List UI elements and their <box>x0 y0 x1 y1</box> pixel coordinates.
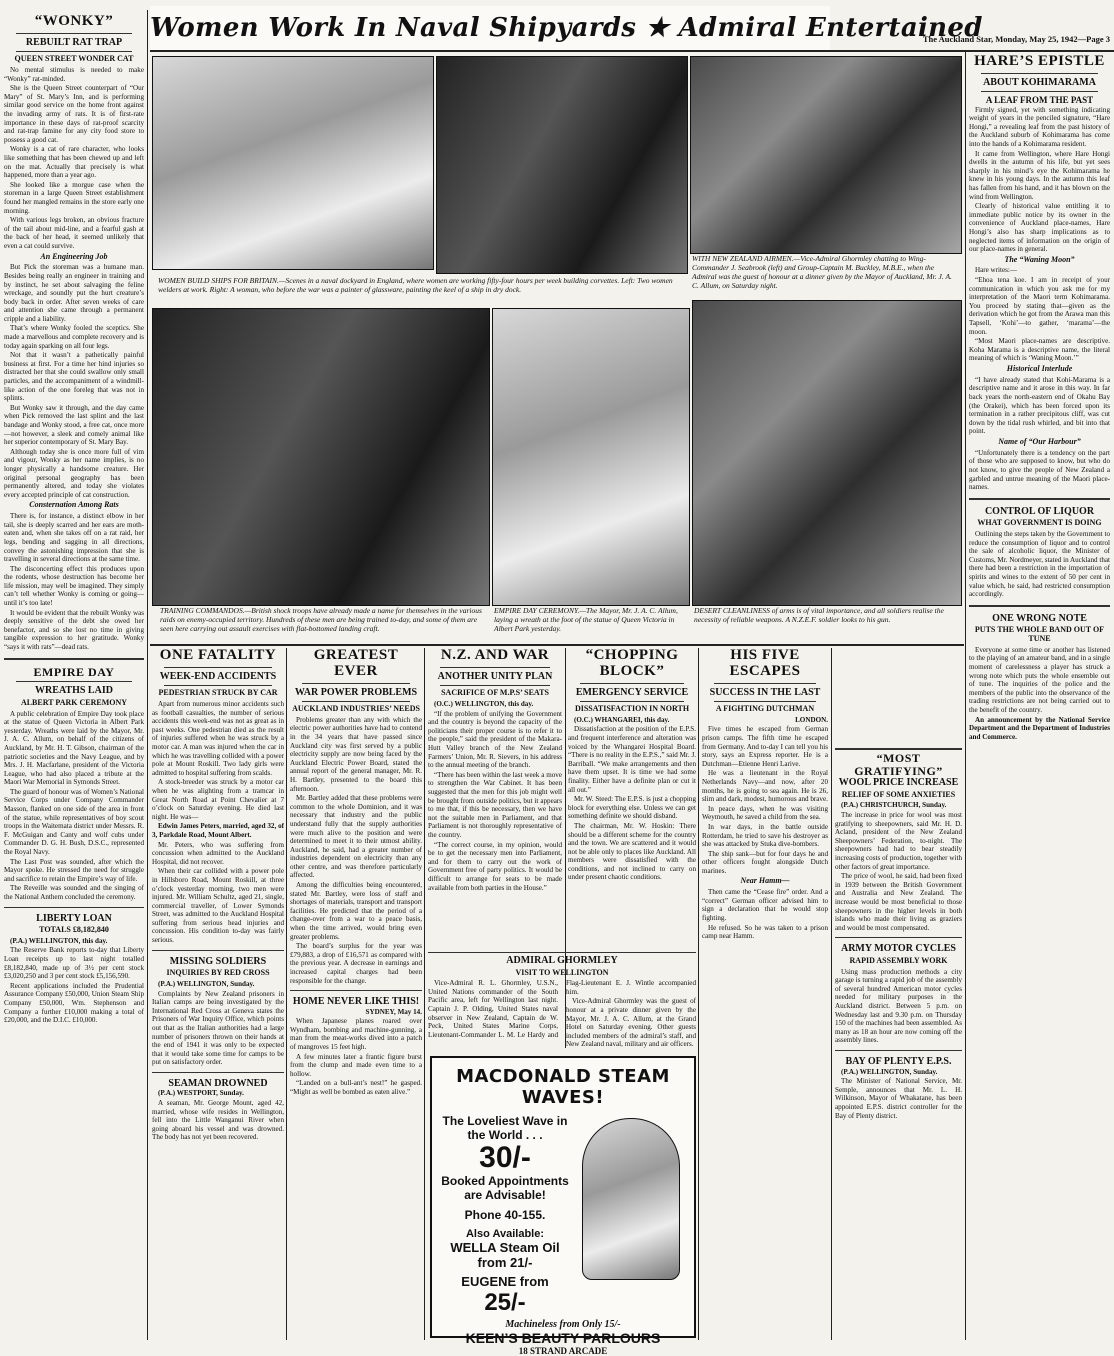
hare-title: HARE’S EPISTLE <box>974 53 1105 69</box>
greatest-kicker: AUCKLAND INDUSTRIES’ NEEDS <box>292 704 420 713</box>
divider <box>150 50 1114 52</box>
paragraph: It would be evident that the rebuilt Wonky was deeply sensitive of the debt she owed her benefactor, and so she lost no time in giving tangible expression to her gratitude. Wonky “says it with rats”—dead rats. <box>4 608 144 652</box>
paragraph: A seaman, Mr. George Mount, aged 42, married, whose wife resides in Wellington, fell into the Little Wanganui River when going aboard his vessel and was drowned. The body has not yet been recovered. <box>152 1099 284 1142</box>
paragraph: The increase in price for wool was most gratifying to sheepowners, said Mr. H. D. Acland, president of the New Zealand Sheepowners’ Federation, to-night. The sheepowners had had to bear steadily increasing costs of production, together with other factors of great importance. <box>835 811 962 871</box>
paragraph: “Unfortunately there is a tendency on the part of those who are supposed to know, but who do not know, to give the people of New Zealand a garbled and untrue meaning of the Maori place-names. <box>969 448 1110 492</box>
dateline: (P.A.) CHRISTCHURCH, Sunday. <box>841 801 947 810</box>
dateline: (P.A.) WELLINGTON, this day. <box>10 936 108 945</box>
divider <box>698 648 699 1340</box>
missing-subtitle: INQUIRIES BY RED CROSS <box>166 968 270 978</box>
paragraph: When Japanese planes roared over Wyndham, bombing and machine-gunning, a man from the meat-works dived into a patch of mangroves 15 feet high. <box>290 1017 422 1052</box>
ad-line1: The Loveliest Wave in the World . . . <box>442 1114 568 1142</box>
wrong-note-title: ONE WRONG NOTE <box>992 612 1087 624</box>
plenty-title: BAY OF PLENTY E.P.S. <box>845 1056 952 1068</box>
ghormley-title: ADMIRAL GHORMLEY <box>506 955 618 966</box>
caption-empire-ceremony: EMPIRE DAY CEREMONY.—The Mayor, Mr. J. A. C. Allum, laying a wreath at the foot of the statue of Queen Victoria in Albert Park yesterday. <box>494 606 678 633</box>
paragraph: The Minister of National Service, Mr. Semple, announces that Mr. L. H. Wilkinson, Mayor of Whakatane, has been appointed E.P.S. district controller for the Bay of Plenty district. <box>835 1077 962 1120</box>
fatality-title: ONE FATALITY <box>159 647 277 663</box>
liquor-subtitle: WHAT GOVERNMENT IS DOING <box>977 518 1102 528</box>
paragraph: Vice-Admiral Ghormley was the guest of honour at a private dinner given by the Mayor, Mr. J. A. C. Allum, at the Grand Hotel on Saturday evening. Other guests included members of the admiral’s staff, and New Zealand naval, military and air officers. <box>566 997 696 1049</box>
ghormley-body <box>428 979 696 1049</box>
wool-title: “MOST GRATIFYING” <box>854 751 943 778</box>
nzwar-subtitle: ANOTHER UNITY PLAN <box>437 670 553 682</box>
divider <box>286 648 287 1340</box>
ghormley-subtitle: VISIT TO WELLINGTON <box>515 967 609 977</box>
banner-text: Women Work In Naval Shipyards ★ Admiral Entertained <box>150 13 983 43</box>
paragraph: Firmly signed, yet with something indicating weight of years in the penciled signature, “Hare Hongi,” a revealing leaf from the past history of the Auckland suburb of Kohimarama has come into the hands of a Kohimarama resident. <box>969 105 1110 148</box>
greatest-title: GREATEST EVER <box>313 647 399 679</box>
dateline: (P.A.) WELLINGTON, Sunday. <box>158 979 255 988</box>
ad-title: MACDONALD STEAM WAVES! <box>456 1066 670 1108</box>
hare-body <box>969 106 1110 492</box>
photo-woman-painting-keel <box>436 56 688 274</box>
seaman-title: SEAMAN DROWNED <box>168 1077 268 1089</box>
ad-steam-waves <box>430 1056 696 1356</box>
escapes-subhead: Near Hamm— <box>740 876 790 886</box>
wonky-title: “WONKY” <box>34 13 114 29</box>
paragraph: Vice-Admiral R. L. Ghormley, U.S.N., United Nations commander of the South Pacific area, left for Wellington last night. Captain J. P. Olding, United States naval observer in New Zealand, Captain de W. Peck, United States Marine Corps, Lieutenant-Commander L. M. Le Hardy and Flag-Lieutenant E. J. Wintle accompanied him. <box>428 979 696 1039</box>
wrong-note-subtitle: PUTS THE WHOLE BAND OUT OF TUNE <box>974 625 1105 644</box>
never-like-body <box>290 1008 422 1097</box>
paragraph: The price of wool, he said, had been fixed in 1939 between the British Government and Australia and New Zealand. The increase would be most beneficial to those sheepowners in the higher levels in both islands who made their living as graziers and would be most compensated. <box>835 872 962 932</box>
page-folio <box>832 34 1110 48</box>
paragraph: Dissatisfaction at the position of the E.P.S. and frequent interference and alteration was voiced by the Whangarei Hospital Board. “There is no reality in the E.P.S.,” said Mr. J. Barriball. “We make arrangements and then have them upset. It is time we had some finality. Either have a definite plan or cut it all out.” <box>568 725 696 794</box>
paragraph: “The correct course, in my opinion, would be to get the necessary men into Parliament, and for them to carry out the work of Government free of party politics. It would be difficult to arrange for seats to be made available from both parties in the House.” <box>428 840 562 892</box>
paragraph: A few minutes later a frantic figure burst from the clump and made even time to a hollow. <box>290 1052 422 1078</box>
divider <box>831 648 832 1340</box>
army-cycles-title: ARMY MOTOR CYCLES <box>840 943 956 955</box>
paragraph: Everyone at some time or another has listened to the playing of an amateur band, and in a single moment of carelessness a player has struck a wrong note which puts the whole ensemble out of tune. The inquiries of the police and the members of the public into the observance of the trading restrictions are not being carried out to the benefit of the country. <box>969 645 1110 715</box>
paragraph: Mr. W. Steed: The E.P.S. is just a chopping block for everything else. Unless we can get something definite we should disband. <box>568 795 696 821</box>
wool-subtitle: WOOL PRICE INCREASE <box>838 777 959 789</box>
wool-kicker: RELIEF OF SOME ANXIETIES <box>841 789 956 799</box>
photo-ghormley-airmen <box>690 56 962 254</box>
paragraph: Outlining the steps taken by the Government to reduce the consumption of liquor and to control the sale of alcoholic liquor, the Minister of Customs, Mr. Nordmeyer, stated in Auckland that there had been a restriction in the importation of spirits and wines to the extent of 50 per cent in value which, he said, had restricted consumption accordingly. <box>969 530 1110 599</box>
ad-line5: EUGENE from <box>461 1274 549 1289</box>
paragraph: Although today she is once more full of vim and vigour, Wonky as her name implies, is no longer physically a handsome creature. Her original personal geography has been permanently altered, and today she violates every accepted principle of cat construction. <box>4 447 144 499</box>
wonky-subhead: Consternation Among Rats <box>29 500 119 510</box>
dateline: (P.A.) WESTPORT, Sunday. <box>158 1089 244 1098</box>
column-greatest <box>290 648 422 1340</box>
paragraph: A public celebration of Empire Day took place at the statue of Queen Victoria in Albert Park yesterday. Wreaths were laid by the Mayor, Mr. J. A. C. Allum, on behalf of the citizens of Auckland, by Mr. H. T. Gibson, chairman of the patriotic societies and the Navy League, and by Mrs. J. H. Macfarlane, president of the Victoria League, who had also placed a tribute at the Maori War Memorial in Symonds Street. <box>4 709 144 787</box>
ad-line3: Also Available: <box>465 1228 545 1240</box>
paragraph: Problems greater than any with which the electric power authorities have had to contend in the 34 years that have passed since Auckland city was first served by a public electricity supply are now being faced by the Auckland Electric Power Board, stated the annual report of the general manager, Mr. R. H. Bartley, presented to the board this afternoon. <box>290 715 422 793</box>
paragraph: With various legs broken, an obvious fracture of the tail about mid-line, and a fearful gash at the back of her head, it seemed unlikely that even a cat could survive. <box>4 216 144 250</box>
caption-ghormley: WITH NEW ZEALAND AIRMEN.—Vice-Admiral Ghormley chatting to Wing-Commander J. Seabrook (left) and Group-Captain M. Buckley, M.B.E., when the Admiral was the guest of honour at a dinner given by the Mayor of Auckland, Mr. J. A. C. Allum, on Saturday night. <box>692 254 952 290</box>
paragraph: The ship sank—but for four days he and other officers fought alongside Dutch marines. <box>702 849 828 875</box>
divider <box>150 644 964 646</box>
paragraph: The Reveille was sounded and the singing of the National Anthem concluded the ceremony. <box>4 884 144 901</box>
missing-title: MISSING SOLDIERS <box>169 955 267 967</box>
paragraph: “Landed on a bull-ant’s nest!” he gasped. “Might as well be bombed as eaten alive.” <box>290 1079 422 1097</box>
paragraph: Hare writes:— <box>975 266 1017 275</box>
liberty-title: LIBERTY LOAN <box>36 912 112 924</box>
liquor-body <box>969 530 1110 599</box>
liberty-body <box>4 937 144 1025</box>
paragraph: Mr. Bartley added that these problems were common to the whole Dominion, and it was necessary that industry and the public understand fully that the supply authorities were much alive to the position and were determined to meet it to their utmost ability. Auckland, he said, had a greater number of industries dependent on electricity than any other centre, and was therefore particularly affected. <box>290 794 422 880</box>
chopping-title: “CHOPPING BLOCK” <box>585 647 679 679</box>
seaman-body <box>152 1089 284 1142</box>
wonky-subhead: An Engineering Job <box>40 251 108 261</box>
paragraph: In peace days, when he was visiting Weymouth, he saved a child from the sea. <box>702 804 828 822</box>
paragraph: Complaints by New Zealand prisoners in Italian camps are being investigated by the International Red Cross at Geneva states the Prisoners of War Inquiry Office, which points out that as the Italian authorities had a large number of prisoners thrown on their hands at the end of 1941 it was only to be expected that it would take some time for camps to be put on satisfactory order. <box>152 989 284 1067</box>
ad-offer-block <box>440 1114 570 1317</box>
paragraph: “Ehoa tena koe. I am in receipt of your communication in which you ask me for my interpretation of the Maori term Kohimarama. You proceed by stating that—given as the derivation which he got from the Arawa man this Tapsell, ‘Kohi’—to gather, ‘marama’—the moon. <box>969 276 1110 336</box>
empire-subtitle: WREATHS LAID <box>35 685 113 697</box>
photo-desert-soldier <box>692 300 962 606</box>
article-ghormley <box>428 950 696 1048</box>
ad-phone: Phone 40-155. <box>464 1208 546 1222</box>
paragraph: That’s where Wonky fooled the sceptics. She made a marvellous and complete recovery and is today again sparking on all four legs. <box>4 324 144 350</box>
paragraph: Wonky is a cat of rare character, who looks like something that has been chewed up and left on the mat. Actually that precisely is what happened, more than a year ago. <box>4 145 144 180</box>
army-cycles-subtitle: RAPID ASSEMBLY WORK <box>849 955 948 965</box>
paragraph: The guard of honour was of Women’s National Service Corps under Company Commander Masson, flanked on one side of the area in front of the statue, while representatives of boy scout troops in the Waitemata district under Messrs. R. F. McGuigan and Canty and wolf cubs under Commander D. G. H. Bush, D.S.C., represented the Royal Navy. <box>4 787 144 857</box>
paragraph: But Pick the storeman was a humane man. Besides being really an engineer in training and by instinct, he set about salvaging the feline wreckage, and soundly put the hurt creature’s body back in order. After seven weeks of care and attention she came through a permanent cripple and a liability. <box>4 263 144 323</box>
paragraph: It came from Wellington, where Hare Hongi dwells in the autumn of his life, but yet sees sharply in his mind’s eye the Kohimarama he knew in his young days. In the autumn this leaf has fallen from his hand, and it has blown on the wind from Wellington. <box>969 149 1110 201</box>
paragraph: Not that it wasn’t a pathetically painful business at first. For a time her hind injuries so distracted her that she could swallow only small particles, and the accompaniment of a windmill-like action of the one foreleg that was not in splints. <box>4 351 144 403</box>
liberty-subtitle: TOTALS £8,182,840 <box>39 925 109 935</box>
greatest-body <box>290 716 422 985</box>
hare-subtitle: ABOUT KOHIMARAMA <box>983 76 1096 88</box>
ad-machineless: Machineless from Only 15/- <box>505 1319 621 1330</box>
paragraph: “Most Maori place-names are descriptive. Koha Marama is a descriptive name, the literal meaning of which is ‘Waning Moon.’” <box>969 337 1110 363</box>
paragraph: An announcement by the National Service Department and the Department of Industries and Commerce. <box>969 715 1110 741</box>
divider <box>147 10 148 1340</box>
paragraph: He refused. So he was taken to a prison camp near Hamm. <box>702 923 828 941</box>
wonky-kicker: QUEEN STREET WONDER CAT <box>14 54 134 64</box>
paragraph: She is the Queen Street counterpart of “Our Mary” of St. Mary’s Inn, and is performing similar good service on the home front against the invading army of rats. It is of first-rate importance in these days of rat-proof scarcity and rat-trap famine for any city food store to possess a good cat. <box>4 84 144 144</box>
column-hare <box>969 54 1110 1340</box>
paragraph: The disconcerting effect this produces upon the rodents, whose destruction has become her life mission, may well be imagined. They simply can’t tell whether Wonky is coming or going—until it’s too late! <box>4 564 144 608</box>
missing-body <box>152 980 284 1067</box>
escapes-title: HIS FIVE ESCAPES <box>729 647 801 679</box>
paragraph: Clearly of historical value entitling it to immediate public notice by its owner in the convenience of Auckland place-names, Hare Hongi’s also has sharp implications as to neglected items of information on the origin of our place-names in general. <box>969 202 1110 254</box>
paragraph: Using mass production methods a city garage is turning a rapid job of the assembly of several hundred American motor cycles needed for military purposes in the Auckland district. Between 5 p.m. on Wednesday last and 9.30 p.m. on Thursday 150 of the machines had been assembled. As many as 18 an hour are now coming off the assembly lines. <box>835 967 962 1045</box>
never-like-title: HOME NEVER LIKE THIS! <box>292 996 420 1008</box>
fatality-kicker: PEDESTRIAN STRUCK BY CAR <box>158 688 278 698</box>
hare-subhead: Historical Interlude <box>1006 364 1073 374</box>
paragraph: Then came the “Cease fire” order. And a “correct” German officer advised him to sign a declaration that he would stop fighting. <box>702 888 828 923</box>
paragraph: Apart from numerous minor accidents such as football casualties, the number of serious accidents this week-end was not as great as in past weeks. One pedestrian died as the result of injuries suffered when he was struck by a motor car. A man was injured when the car in which he was travelling collided with a power pole at Mount Roskill. Two lady girls were admitted to hospital suffering from scalds. <box>152 700 284 777</box>
wonky-body <box>4 66 144 652</box>
chopping-subtitle: EMERGENCY SERVICE <box>575 686 689 698</box>
ad-illustration <box>576 1114 686 1284</box>
paragraph: In war days, in the battle outside Rotterdam, he tried to save his destroyer as she was attacked by Stuka dive-bombers. <box>702 822 828 849</box>
paragraph: He was a lieutenant in the Royal Netherlands Navy—and now, after 20 months, he is going to sea again. He is 26, slim and dark, modest, humorous and brave. <box>702 769 828 804</box>
chopping-kicker: DISSATISFACTION IN NORTH <box>574 704 690 713</box>
paragraph: The chairman, Mr. W. Hoskin: There should be a different scheme for the country and the town. We are scattered and it would not be able only to places like Auckland. All members were dissatisfied with the conditions, and not inclined to carry on under present chaotic conditions. <box>568 821 696 882</box>
empire-body <box>4 710 144 902</box>
photo-empire-ceremony <box>492 308 690 606</box>
plenty-body <box>835 1068 962 1121</box>
column-wonky <box>4 14 144 1340</box>
fatality-body <box>152 700 284 945</box>
dateline: (P.A.) WELLINGTON, Sunday. <box>841 1067 938 1076</box>
paragraph: “I have already stated that Kohi-Marama is a descriptive name and it arose in this way. In far back years the north-eastern end of Okahu Bay (the Orakei), which has been forced upon its termination in a rather precipitous cliff, was cut down by the tidal rush whirled, and bit into that point. <box>969 375 1110 436</box>
chopping-body <box>568 716 696 882</box>
nzwar-body <box>428 700 562 892</box>
paragraph: There is, for instance, a distinct elbow in her tail, she is deeply scarred and her ears are moth-eaten and, when she takes off on a rat raid, her legs, bending and sagging in all directions, convey the astonishing impression that she is travelling in several directions at the same time. <box>4 512 144 564</box>
paragraph: Recent applications included the Prudential Assurance Company £50,000, Union Steam Ship Company £50,000, Wm. Stephenson and Company a further £10,000 making a total of £20,000, and the D.I.C. £10,000. <box>4 981 144 1025</box>
empire-title: EMPIRE DAY <box>33 664 115 679</box>
photo-women-welders <box>152 56 434 270</box>
hare-kicker: A LEAF FROM THE PAST <box>985 95 1094 106</box>
paragraph: No mental stimulus is needed to make “Wonky” rat-minded. <box>4 66 144 83</box>
escapes-subtitle: SUCCESS IN THE LAST <box>709 686 821 698</box>
paragraph: A stock-breeder was struck by a motor car when he was alighting from a tramcar in Great North Road at Point Chevalier at 7 o’clock on Saturday evening. He died last night. He was— <box>152 778 284 821</box>
paragraph: The Reserve Bank reports to-day that Liberty Loan receipts up to last night totalled £8,182,840, made up of 3½ per cent stock £3,020,250 and 3 per cent stock £5,156,590. <box>4 946 144 981</box>
empire-kicker: ALBERT PARK CEREMONY <box>20 697 128 707</box>
paragraph: She looked like a morgue case when the storeman in a large Queen Street establishment found her mangled remains in the store early one morning. <box>4 180 144 215</box>
hare-subhead: The “Waning Moon” <box>1004 254 1075 264</box>
headline-banner <box>150 6 983 50</box>
paragraph: Five times he escaped from German prison camps. The fifth time he escaped from Germany. And to-day I can tell you his story, says an Express reporter. He is a Dutchman—Etienne Henri Larive. <box>702 725 828 768</box>
army-cycles-body <box>835 968 962 1045</box>
dateline: (O.C.) WHANGAREI, this day. <box>574 715 670 724</box>
paragraph: “If the problem of unifying the Government and the country is beyond the capacity of the politicians their proper course is to refer it to the people,” said the president of the Makara-Hutt Valley branch of the New Zealand Farmers’ Union, Mr. R. Sievers, in his address to the annual meeting of the branch. <box>428 709 562 770</box>
paragraph: Mr. Peters, who was suffering from concussion when admitted to the Auckland Hospital, did not recover. <box>152 840 284 866</box>
caption-women-ships: WOMEN BUILD SHIPS FOR BRITAIN.—Scenes in a naval dockyard in England, where women are working fifty-four hours per week building corvettes. Left: Two women welders at work. Right: A woman, who before the war was a painter of glassware, painting the keel of a ship in dry dock. <box>158 276 673 294</box>
ad-price2: 25/- <box>484 1289 526 1316</box>
paragraph: Among the difficulties being encountered, stated Mr. Bartley, were loss of staff and shortages of materials, transport and transport facilities. He predicted that the period of a change-over from a war to a peace basis, when the time arrived, would bring even greater problems. <box>290 881 422 941</box>
divider <box>424 648 425 1340</box>
nzwar-title: N.Z. AND WAR <box>440 647 550 663</box>
escapes-kicker: A FIGHTING DUTCHMAN <box>715 704 815 713</box>
dateline: LONDON. <box>795 715 828 724</box>
ad-line2: Booked Appointments are Advisable! <box>441 1174 569 1202</box>
nzwar-kicker: SACRIFICE OF M.P.S’ SEATS <box>441 688 549 698</box>
paragraph: The Last Post was sounded, after which the Mayor spoke. He stressed the need for struggle and sacrifice to retain the Empire’s way of life. <box>4 857 144 883</box>
ad-line4: WELLA Steam Oil from 21/- <box>450 1240 560 1270</box>
paragraph: When their car collided with a power pole in Hillsboro Road, Mount Roskill, at three o’clock yesterday morning, two men were injured. Mr. William Schultz, aged 21, single, commercial traveller, of Lower Symonds Street, was admitted to the Auckland Hospital suffering from serious head injuries and concussion. His condition to-day was fairly serious. <box>152 867 284 945</box>
greatest-subtitle: WAR POWER PROBLEMS <box>294 686 418 698</box>
dateline: SYDNEY, May 14. <box>365 1007 422 1016</box>
dateline: (O.C.) WELLINGTON, this day. <box>434 700 534 709</box>
woman-portrait-image <box>582 1118 680 1280</box>
hare-subhead: Name of “Our Harbour” <box>998 436 1081 446</box>
column-wool <box>835 746 962 1340</box>
column-escapes <box>702 648 828 1340</box>
wrong-note-body <box>969 646 1110 742</box>
paragraph: But Wonky saw it through, and the day came when Pick removed the last splint and the last bandage and Wonky stood, a free cat, once more—not however, a sleek and comely animal like her superior contemporary of St. Mary Bay. <box>4 403 144 447</box>
paragraph: The board’s surplus for the year was £79,883, a drop of £16,571 as compared with the previous year. A decrease in earnings and increased capital charges had been responsible for the change. <box>290 942 422 985</box>
paragraph: “There has been within the last week a move to strengthen the War Cabinet. It has been suggested that the men for this job might well be brought from outside politics, but it appears to me that, if this be necessary, then we have not the suitable men in Parliament, and that Parliament is not thoroughly representative of the country. <box>428 770 562 839</box>
fatality-subtitle: WEEK-END ACCIDENTS <box>159 670 277 682</box>
wool-body <box>835 801 962 932</box>
folio-text: The Auckland Star, Monday, May 25, 1942—Page 3 <box>922 34 1110 44</box>
divider <box>965 52 966 1340</box>
ad-address: 18 STRAND ARCADE <box>518 1346 608 1356</box>
photo-commandos <box>152 308 490 606</box>
ad-shop: KEEN’S BEAUTY PARLOURS <box>465 1330 661 1346</box>
escapes-body <box>702 716 828 941</box>
column-fatality <box>152 648 284 1340</box>
paragraph: Edwin James Peters, married, aged 32, of 3, Parkdale Road, Mount Albert. <box>152 822 284 839</box>
ad-price1: 30/- <box>479 1141 531 1174</box>
caption-desert: DESERT CLEANLINESS of arms is of vital importance, and all soldiers realise the necessity of reliable weapons. A N.Z.E.F. soldier looks to his gun. <box>694 606 944 624</box>
wonky-subtitle: REBUILT RAT TRAP <box>25 36 123 48</box>
caption-commandos: TRAINING COMMANDOS.—British shock troops have already made a name for themselves in the various raids on enemy-occupied territory. Hundreds of these men are being trained to-day, and some of them are seen here carrying out assault exercises with flat-bottomed landing craft. <box>160 606 482 633</box>
liquor-title: CONTROL OF LIQUOR <box>984 505 1095 517</box>
